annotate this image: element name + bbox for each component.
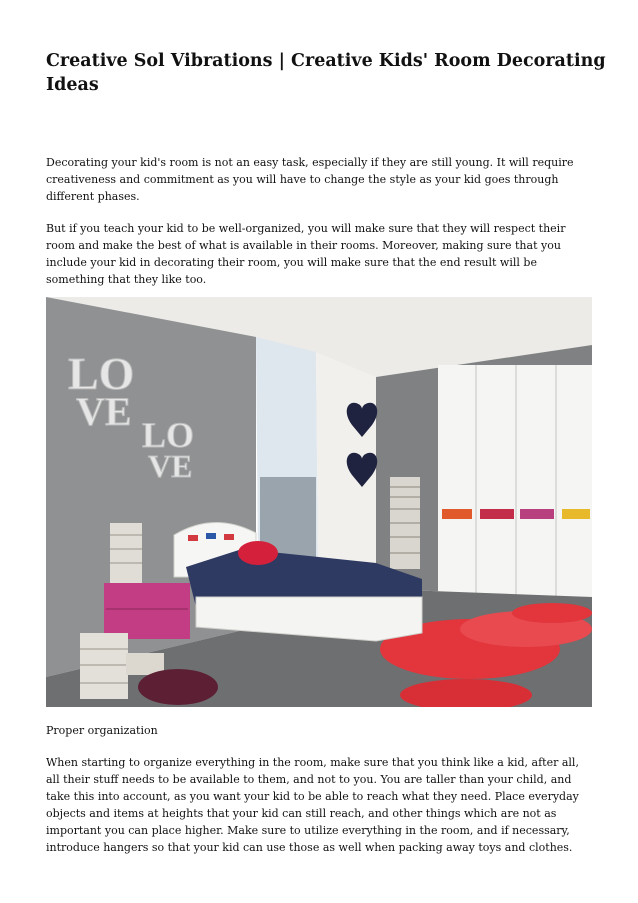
- section-body: When starting to organize everything in the room, make sure that you think like a kid, after all, all their stuff needs to be available to them, and not to you. You are taller than your child, and take this into account, as you want your kid to be able to reach what they need. Place everyday objects and items at heights that your kid can still reach, and other things which are not as important you can place higher. Make sure to utilize everything in the room, and if necessary, introduce hangers so that your kid can use those as well when packing away toys and clothes.: [46, 756, 579, 854]
- wall-letters-love: VE: [148, 448, 193, 484]
- wall-letters-love: LO: [142, 415, 195, 455]
- second-paragraph: But if you teach your kid to be well-organized, you will make sure that they will respect their room and make the best of what is available in their rooms. Moreover, making sure that you include your kid in decorating their room, you will make sure that the end result will be something that they like too.: [46, 222, 566, 286]
- document-title: Creative Sol Vibrations | Creative Kids' Room Decorating Ideas: [46, 51, 606, 95]
- room-photo: [46, 297, 592, 707]
- wall-letters-love: LO: [68, 348, 135, 399]
- intro-paragraph: Decorating your kid's room is not an easy task, especially if they are still young. It will require creativeness and commitment as you will have to change the style as your kid goes through different phases.: [46, 156, 574, 203]
- wall-letters-love: VE: [76, 389, 132, 434]
- section-heading: Proper organization: [46, 724, 158, 737]
